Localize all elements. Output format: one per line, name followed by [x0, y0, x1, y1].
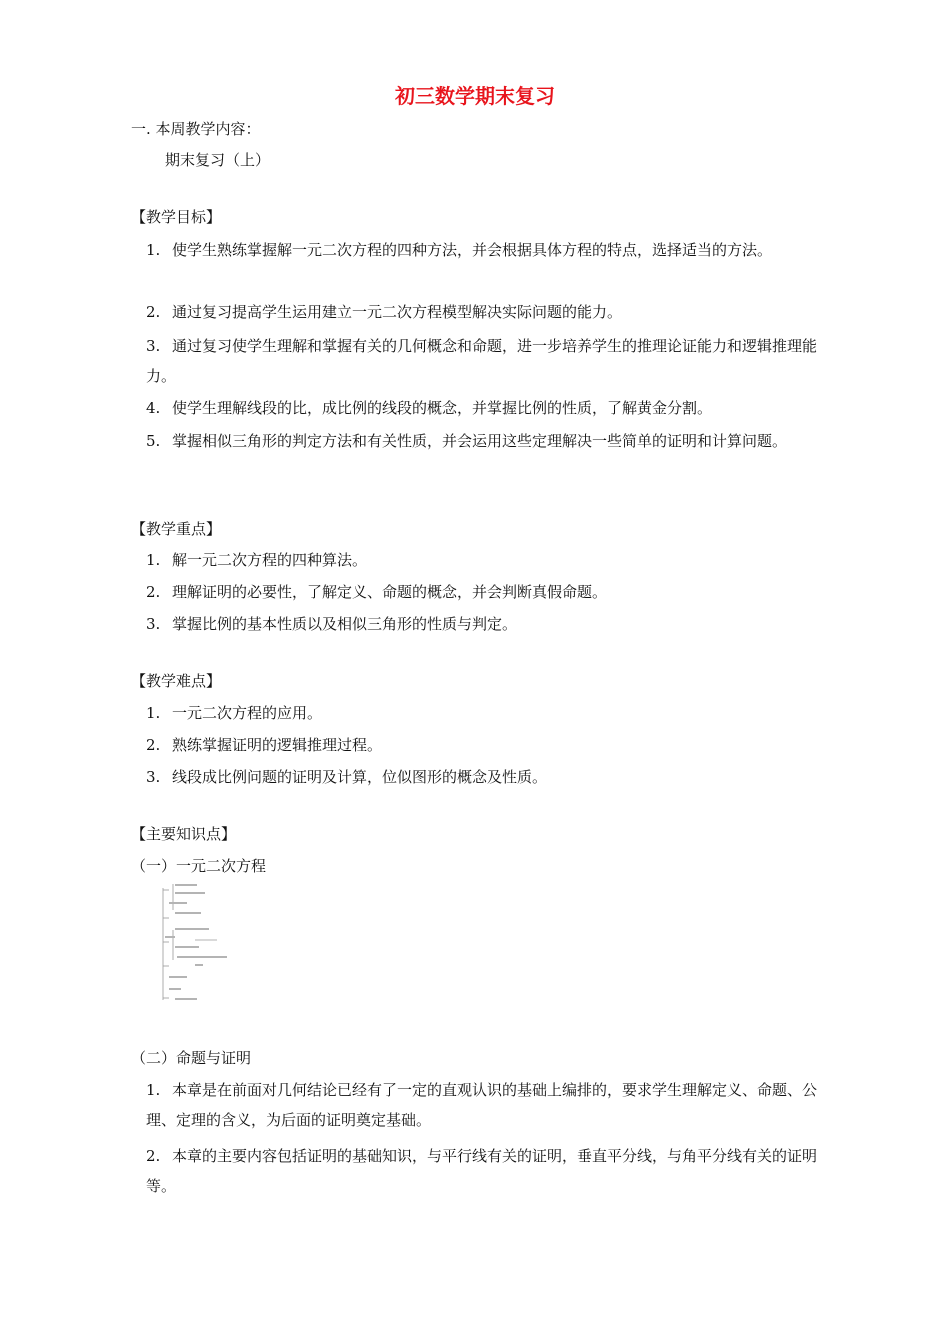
knowledge-text: 本章的主要内容包括证明的基础知识，与平行线有关的证明，垂直平分线，与角平分线有关的证明等。 — [146, 1147, 818, 1195]
knowledge-structure-diagram — [155, 880, 245, 1010]
goal-number: 3. — [146, 337, 161, 355]
goals-heading: 【教学目标】 — [131, 208, 222, 226]
difficulty-number: 2. — [146, 736, 161, 754]
difficulty-number: 3. — [146, 768, 161, 786]
difficulty-number: 1. — [146, 704, 161, 722]
goal-item — [146, 426, 836, 456]
goal-number: 4. — [146, 399, 161, 417]
key-point-text: 解一元二次方程的四种算法。 — [172, 551, 368, 569]
goal-text: 使学生理解线段的比，成比例的线段的概念，并掌握比例的性质，了解黄金分割。 — [172, 399, 713, 417]
key-point-item — [146, 582, 607, 602]
difficulty-item — [146, 735, 382, 755]
document-title: 初三数学期末复习 — [395, 84, 555, 108]
goal-text: 使学生熟练掌握解一元二次方程的四种方法，并会根据具体方程的特点，选择适当的方法。 — [172, 241, 773, 259]
difficulty-text: 线段成比例问题的证明及计算，位似图形的概念及性质。 — [172, 768, 548, 786]
difficulties-heading: 【教学难点】 — [131, 672, 222, 690]
goal-item — [146, 235, 836, 265]
knowledge-heading: 【主要知识点】 — [131, 825, 237, 843]
goal-text: 通过复习提高学生运用建立一元二次方程模型解决实际问题的能力。 — [172, 303, 623, 321]
goal-item — [146, 302, 622, 322]
key-point-number: 1. — [146, 551, 161, 569]
knowledge-item — [146, 1141, 836, 1201]
goal-number: 1. — [146, 241, 161, 259]
difficulty-item — [146, 703, 322, 723]
goal-text: 掌握相似三角形的判定方法和有关性质，并会运用这些定理解决一些简单的证明和计算问题。 — [172, 432, 788, 450]
knowledge-number: 1. — [146, 1081, 161, 1099]
key-point-text: 理解证明的必要性，了解定义、命题的概念，并会判断真假命题。 — [172, 583, 608, 601]
goal-number: 2. — [146, 303, 161, 321]
knowledge-item — [146, 1075, 836, 1135]
knowledge-subheading: （二）命题与证明 — [131, 1049, 252, 1067]
section-content: 期末复习（上） — [165, 151, 271, 169]
key-points-heading: 【教学重点】 — [131, 520, 222, 538]
knowledge-text: 本章是在前面对几何结论已经有了一定的直观认识的基础上编排的，要求学生理解定义、命题、公理、定理的含义，为后面的证明奠定基础。 — [146, 1081, 818, 1129]
goal-item — [146, 398, 712, 418]
goal-number: 5. — [146, 432, 161, 450]
difficulty-text: 熟练掌握证明的逻辑推理过程。 — [172, 736, 383, 754]
knowledge-number: 2. — [146, 1147, 161, 1165]
key-point-number: 3. — [146, 615, 161, 633]
key-point-item — [146, 614, 517, 634]
difficulty-text: 一元二次方程的应用。 — [172, 704, 323, 722]
key-point-number: 2. — [146, 583, 161, 601]
difficulty-item — [146, 767, 547, 787]
key-point-item — [146, 550, 367, 570]
key-point-text: 掌握比例的基本性质以及相似三角形的性质与判定。 — [172, 615, 518, 633]
knowledge-subheading: （一）一元二次方程 — [131, 857, 267, 875]
goal-text: 通过复习使学生理解和掌握有关的几何概念和命题，进一步培养学生的推理论证能力和逻辑推理能力。 — [146, 337, 818, 385]
goal-item — [146, 331, 836, 391]
section-heading: 一. 本周教学内容： — [131, 120, 261, 138]
